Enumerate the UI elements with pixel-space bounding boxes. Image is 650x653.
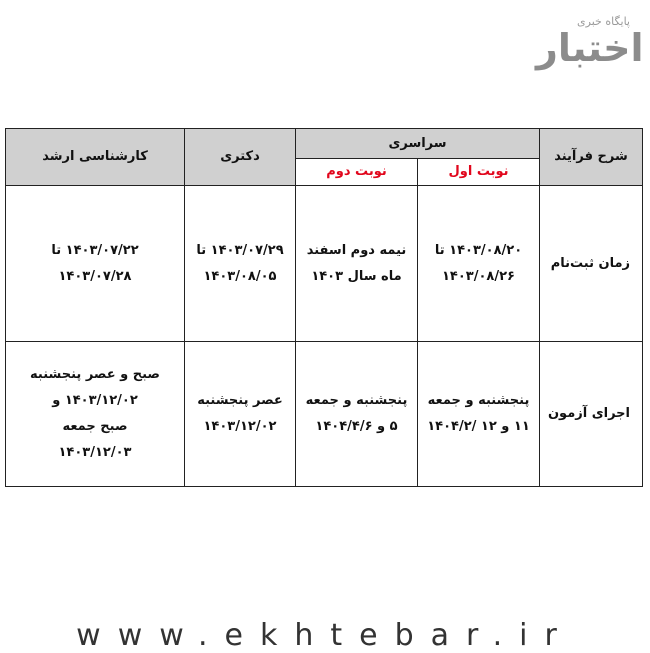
table-row [6, 186, 643, 342]
header-process: شرح فرآیند [540, 129, 643, 186]
cell-second-round [296, 342, 418, 487]
header-masters: کارشناسی ارشد [6, 129, 185, 186]
cell-line: ۱۴۰۳/۰۷/۲۹ تا [196, 242, 284, 258]
cell-line: صبح جمعه [62, 419, 128, 434]
cell-line: ۱۴۰۳/۱۲/۰۲ [203, 419, 277, 434]
cell-line: پنجشنبه و جمعه [427, 393, 530, 408]
site-logo [536, 15, 644, 70]
cell-line: ۱۴۰۳/۰۸/۲۰ تا [434, 242, 523, 258]
cell-line: ۱۴۰۳/۰۷/۲۲ تا [51, 242, 139, 258]
header-row [6, 129, 643, 159]
cell-first-round [418, 342, 540, 487]
table-row [6, 342, 643, 487]
cell-line: ۱۱ و ۱۲ /۱۴۰۴/۲ [427, 419, 530, 434]
row-label: اجرای آزمون [540, 342, 643, 487]
cell-line: ۱۴۰۳/۱۲/۰۲ و [52, 393, 138, 408]
cell-second-round [296, 186, 418, 342]
cell-line: ۱۴۰۳/۰۸/۰۵ [203, 268, 277, 284]
header-first-round: نوبت اول [418, 159, 540, 186]
cell-line: پنجشنبه و جمعه [305, 393, 408, 408]
footer-url: www.ekhtebar.ir [76, 618, 574, 653]
cell-phd [185, 186, 296, 342]
cell-masters [6, 342, 185, 487]
cell-line: صبح و عصر پنجشنبه [30, 367, 160, 382]
cell-line: ۱۴۰۳/۱۲/۰۳ [58, 445, 132, 460]
header-nationwide: سراسری [296, 129, 540, 159]
cell-masters [6, 186, 185, 342]
logo-tagline: پایگاه خبری [577, 15, 630, 28]
header-phd: دکتری [185, 129, 296, 186]
cell-line: عصر پنجشنبه [197, 393, 283, 408]
exam-schedule-table [5, 128, 643, 487]
cell-line: نیمه دوم اسفند [306, 242, 407, 258]
cell-line: ۱۴۰۳/۰۸/۲۶ [442, 268, 515, 284]
cell-first-round [418, 186, 540, 342]
cell-line: ماه سال ۱۴۰۳ [311, 268, 402, 284]
logo-wordmark: اختبار [536, 26, 644, 70]
cell-phd [185, 342, 296, 487]
cell-line: ۱۴۰۳/۰۷/۲۸ [58, 268, 132, 284]
row-label: زمان ثبت‌نام [540, 186, 643, 342]
cell-line: ۵ و ۱۴۰۴/۴/۶ [315, 419, 398, 434]
header-second-round: نوبت دوم [296, 159, 418, 186]
